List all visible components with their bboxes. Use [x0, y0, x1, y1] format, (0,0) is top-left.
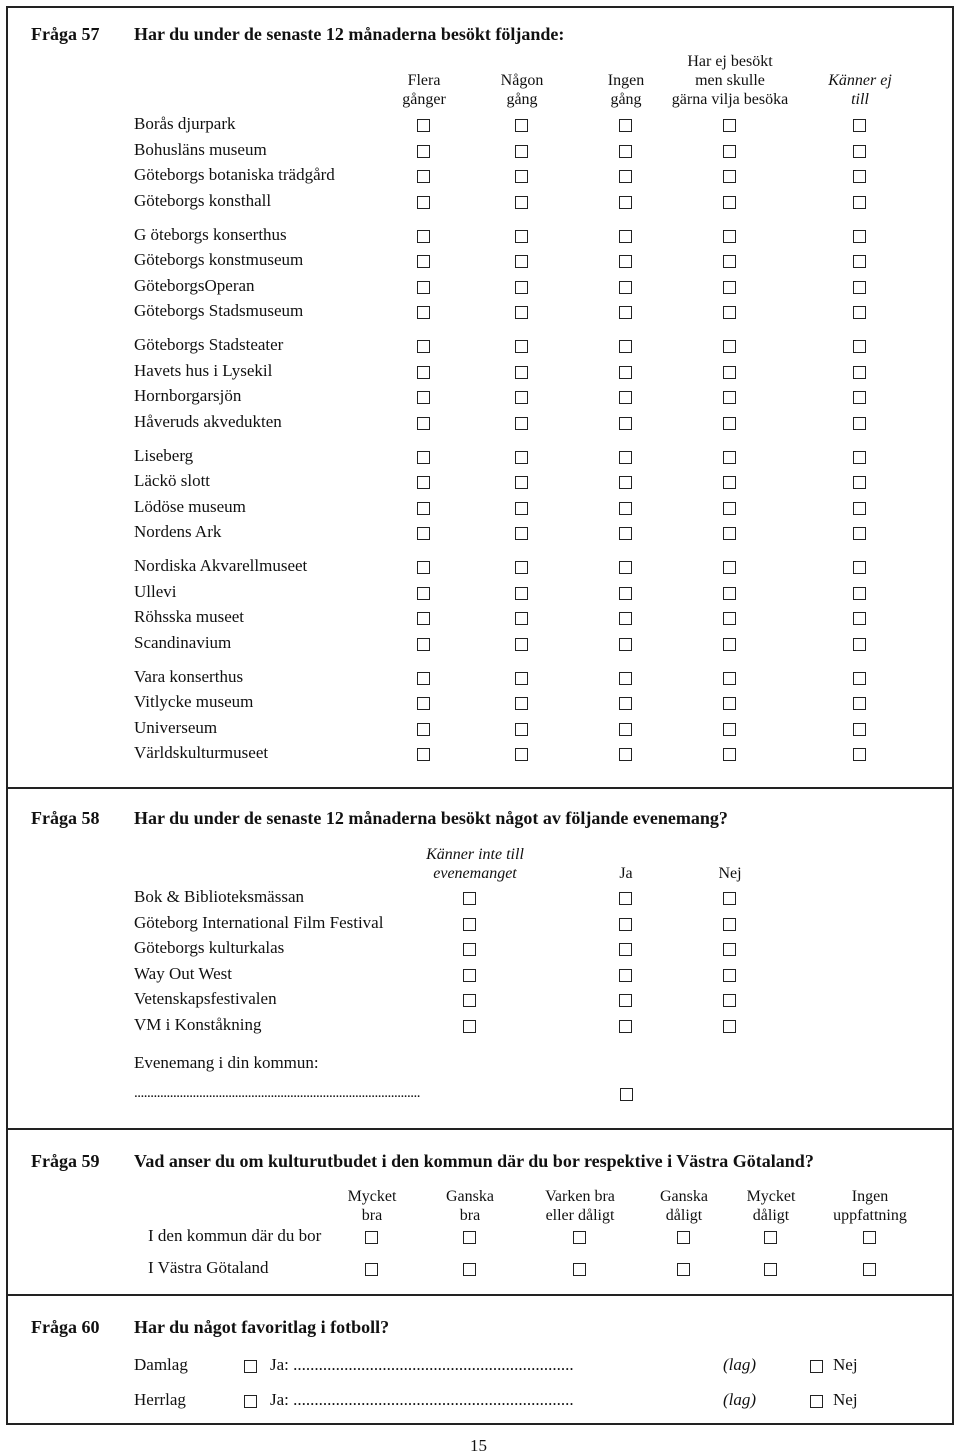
- checkbox[interactable]: [463, 994, 476, 1007]
- column-header: Någon gång: [500, 72, 544, 108]
- checkbox[interactable]: [619, 366, 632, 379]
- checkbox[interactable]: [853, 723, 866, 736]
- checkbox[interactable]: [417, 281, 430, 294]
- row-label: Läckö slott: [134, 471, 211, 490]
- row-label: Vetenskapsfestivalen: [134, 989, 277, 1009]
- checkbox[interactable]: [515, 306, 528, 319]
- checkbox[interactable]: [619, 306, 632, 319]
- column-header: Har ej besökt men skulle gärna vilja besöka: [671, 53, 789, 108]
- checkbox[interactable]: [619, 638, 632, 651]
- row-label: Damlag: [134, 1355, 188, 1374]
- checkbox[interactable]: [619, 697, 632, 710]
- no-label: Nej: [833, 1355, 858, 1374]
- checkbox[interactable]: [417, 672, 430, 685]
- column-header: Ganska dåligt: [660, 1188, 708, 1224]
- checkbox[interactable]: [417, 697, 430, 710]
- row-label: Röhsska museet: [134, 607, 245, 626]
- row-label: Göteborgs kulturkalas: [134, 938, 285, 958]
- checkbox[interactable]: [619, 451, 632, 464]
- column-header: Mycket bra: [347, 1188, 397, 1224]
- checkbox[interactable]: [417, 587, 430, 600]
- checkbox[interactable]: [853, 340, 866, 353]
- column-header: Känner ej till: [828, 72, 892, 108]
- checkbox[interactable]: [515, 502, 528, 515]
- question-text: Har du något favoritlag i fotboll?: [134, 1317, 390, 1337]
- divider: [6, 1294, 954, 1296]
- checkbox[interactable]: [723, 723, 736, 736]
- row-label: Hornborgarsjön: [134, 386, 242, 405]
- question-text: Har du under de senaste 12 månaderna besökt följande:: [134, 24, 565, 44]
- checkbox[interactable]: [723, 969, 736, 982]
- row-label: Bohusläns museum: [134, 139, 267, 159]
- checkbox[interactable]: [515, 723, 528, 736]
- checkbox[interactable]: [619, 969, 632, 982]
- row-label: Liseberg: [134, 445, 194, 465]
- checkbox[interactable]: [723, 145, 736, 158]
- checkbox[interactable]: [723, 306, 736, 319]
- checkbox[interactable]: [764, 1231, 777, 1244]
- column-header: Ingen gång: [607, 72, 645, 108]
- row-label: Göteborgs botaniska trädgård: [134, 165, 335, 184]
- checkbox[interactable]: [723, 366, 736, 379]
- checkbox[interactable]: [723, 672, 736, 685]
- checkbox[interactable]: [677, 1263, 690, 1276]
- question-text: Har du under de senaste 12 månaderna besökt något av följande evenemang?: [134, 808, 728, 828]
- checkbox[interactable]: [723, 697, 736, 710]
- checkbox[interactable]: [515, 170, 528, 183]
- checkbox[interactable]: [853, 281, 866, 294]
- checkbox[interactable]: [515, 638, 528, 651]
- checkbox[interactable]: [417, 196, 430, 209]
- checkbox[interactable]: [723, 119, 736, 132]
- checkbox[interactable]: [723, 196, 736, 209]
- checkbox[interactable]: [723, 340, 736, 353]
- column-header: Känner inte till evenemanget: [426, 846, 524, 882]
- row-label: Göteborgs Stadsmuseum: [134, 301, 304, 320]
- no-label: Nej: [833, 1390, 858, 1409]
- row-label: Världskulturmuseet: [134, 743, 269, 762]
- checkbox[interactable]: [619, 672, 632, 685]
- checkbox[interactable]: [515, 145, 528, 158]
- checkbox[interactable]: [853, 697, 866, 710]
- checkbox[interactable]: [417, 638, 430, 651]
- checkbox[interactable]: [853, 638, 866, 651]
- checkbox[interactable]: [723, 892, 736, 905]
- checkbox[interactable]: [619, 476, 632, 489]
- row-label: Göteborgs Stadsteater: [134, 335, 284, 354]
- checkbox[interactable]: [417, 230, 430, 243]
- question-text: Vad anser du om kulturutbudet i den kommun där du bor respektive i Västra Götaland?: [134, 1151, 814, 1171]
- column-header: Flera gånger: [402, 72, 446, 108]
- checkbox[interactable]: [723, 943, 736, 956]
- checkbox[interactable]: [853, 748, 866, 761]
- column-header: Nej: [718, 865, 742, 882]
- checkbox[interactable]: [417, 612, 430, 625]
- divider: [6, 1128, 954, 1130]
- checkbox[interactable]: [723, 748, 736, 761]
- checkbox[interactable]: [853, 145, 866, 158]
- question-number: Fråga 60: [31, 1317, 100, 1337]
- row-label: Scandinavium: [134, 632, 232, 652]
- checkbox[interactable]: [853, 417, 866, 430]
- checkbox[interactable]: [463, 918, 476, 931]
- checkbox[interactable]: [853, 451, 866, 464]
- checkbox[interactable]: [417, 451, 430, 464]
- checkbox[interactable]: [417, 748, 430, 761]
- row-label: Lödöse museum: [134, 496, 246, 516]
- checkbox[interactable]: [723, 994, 736, 1007]
- checkbox[interactable]: [417, 119, 430, 132]
- checkbox[interactable]: [853, 612, 866, 625]
- team-name-field[interactable]: Ja: ..................................................................: [270, 1355, 574, 1374]
- checkbox[interactable]: [515, 255, 528, 268]
- checkbox[interactable]: [619, 255, 632, 268]
- column-header: Ingen uppfattning: [833, 1188, 907, 1224]
- checkbox[interactable]: [723, 170, 736, 183]
- checkbox[interactable]: [723, 502, 736, 515]
- checkbox[interactable]: [853, 230, 866, 243]
- checkbox[interactable]: [515, 417, 528, 430]
- checkbox[interactable]: [853, 561, 866, 574]
- checkbox[interactable]: [619, 281, 632, 294]
- checkbox[interactable]: [417, 502, 430, 515]
- checkbox[interactable]: [515, 196, 528, 209]
- checkbox[interactable]: [723, 451, 736, 464]
- row-label: GöteborgsOperan: [134, 275, 255, 295]
- checkbox[interactable]: [723, 612, 736, 625]
- column-header: Mycket dåligt: [746, 1188, 796, 1224]
- checkbox[interactable]: [723, 587, 736, 600]
- checkbox[interactable]: [515, 366, 528, 379]
- row-label: Bok & Biblioteksmässan: [134, 887, 304, 906]
- row-label: VM i Konståkning: [134, 1015, 262, 1034]
- checkbox[interactable]: [853, 306, 866, 319]
- question-number: Fråga 57: [31, 24, 100, 44]
- checkbox[interactable]: [515, 697, 528, 710]
- checkbox[interactable]: [417, 255, 430, 268]
- checkbox[interactable]: [723, 476, 736, 489]
- checkbox[interactable]: [764, 1263, 777, 1276]
- row-label: Göteborgs konstmuseum: [134, 250, 304, 269]
- checkbox[interactable]: [463, 969, 476, 982]
- row-label: Håveruds akvedukten: [134, 411, 282, 431]
- column-header: Ja: [619, 865, 633, 882]
- checkbox[interactable]: [365, 1263, 378, 1276]
- checkbox[interactable]: [619, 196, 632, 209]
- checkbox[interactable]: [619, 230, 632, 243]
- checkbox[interactable]: [417, 340, 430, 353]
- checkbox[interactable]: [515, 587, 528, 600]
- checkbox[interactable]: [853, 476, 866, 489]
- checkbox[interactable]: [723, 255, 736, 268]
- checkbox[interactable]: [463, 892, 476, 905]
- own-event-label: Evenemang i din kommun:: [134, 1053, 319, 1072]
- row-label: Ullevi: [134, 581, 177, 601]
- checkbox[interactable]: [619, 145, 632, 158]
- checkbox[interactable]: [515, 476, 528, 489]
- row-label: I den kommun där du bor: [148, 1226, 322, 1245]
- checkbox[interactable]: [515, 451, 528, 464]
- checkbox[interactable]: [515, 230, 528, 243]
- checkbox[interactable]: [853, 255, 866, 268]
- checkbox[interactable]: [810, 1395, 823, 1408]
- checkbox[interactable]: [417, 366, 430, 379]
- checkbox[interactable]: [853, 527, 866, 540]
- row-label: Borås djurpark: [134, 114, 236, 133]
- row-label: Nordens Ark: [134, 522, 222, 541]
- checkbox[interactable]: [723, 561, 736, 574]
- checkbox[interactable]: [244, 1360, 257, 1373]
- row-label: I Västra Götaland: [148, 1258, 269, 1277]
- checkbox[interactable]: [417, 561, 430, 574]
- row-label: Universeum: [134, 717, 218, 737]
- checkbox[interactable]: [619, 918, 632, 931]
- checkbox[interactable]: [619, 417, 632, 430]
- checkbox[interactable]: [723, 918, 736, 931]
- team-name-field[interactable]: Ja: ..................................................................: [270, 1390, 574, 1409]
- checkbox[interactable]: [573, 1263, 586, 1276]
- question-number: Fråga 59: [31, 1151, 100, 1171]
- row-label: Herrlag: [134, 1390, 186, 1409]
- checkbox[interactable]: [515, 119, 528, 132]
- column-header: Ganska bra: [446, 1188, 494, 1224]
- checkbox[interactable]: [619, 943, 632, 956]
- row-label: Göteborg International Film Festival: [134, 912, 384, 932]
- checkbox[interactable]: [463, 1263, 476, 1276]
- checkbox[interactable]: [417, 145, 430, 158]
- team-hint: (lag): [723, 1355, 757, 1374]
- question-number: Fråga 58: [31, 808, 100, 828]
- checkbox[interactable]: [853, 587, 866, 600]
- checkbox[interactable]: [463, 1231, 476, 1244]
- row-label: Nordiska Akvarellmuseet: [134, 556, 308, 575]
- checkbox[interactable]: [417, 723, 430, 736]
- page-number: 15: [470, 1436, 487, 1455]
- checkbox[interactable]: [853, 366, 866, 379]
- checkbox[interactable]: [619, 391, 632, 404]
- checkbox[interactable]: [417, 527, 430, 540]
- checkbox[interactable]: [810, 1360, 823, 1373]
- own-event-field[interactable]: ........................................................................................: [134, 1085, 420, 1101]
- checkbox[interactable]: [619, 561, 632, 574]
- checkbox[interactable]: [515, 561, 528, 574]
- checkbox[interactable]: [515, 612, 528, 625]
- checkbox[interactable]: [619, 1020, 632, 1033]
- checkbox[interactable]: [417, 476, 430, 489]
- checkbox[interactable]: [619, 892, 632, 905]
- checkbox[interactable]: [244, 1395, 257, 1408]
- checkbox[interactable]: [463, 1020, 476, 1033]
- checkbox[interactable]: [619, 587, 632, 600]
- checkbox[interactable]: [723, 1020, 736, 1033]
- checkbox[interactable]: [853, 196, 866, 209]
- checkbox[interactable]: [619, 502, 632, 515]
- checkbox[interactable]: [723, 527, 736, 540]
- checkbox[interactable]: [417, 170, 430, 183]
- column-header: Varken bra eller dåligt: [545, 1188, 615, 1224]
- checkbox[interactable]: [573, 1231, 586, 1244]
- checkbox[interactable]: [619, 527, 632, 540]
- checkbox[interactable]: [863, 1231, 876, 1244]
- checkbox[interactable]: [515, 527, 528, 540]
- row-label: Göteborgs konsthall: [134, 190, 272, 210]
- checkbox[interactable]: [515, 672, 528, 685]
- checkbox[interactable]: [619, 612, 632, 625]
- checkbox[interactable]: [853, 170, 866, 183]
- row-label: Havets hus i Lysekil: [134, 360, 273, 380]
- row-label: Vara konserthus: [134, 666, 244, 686]
- row-label: Way Out West: [134, 963, 232, 983]
- checkbox[interactable]: [853, 502, 866, 515]
- checkbox[interactable]: [723, 230, 736, 243]
- checkbox[interactable]: [723, 638, 736, 651]
- checkbox[interactable]: [515, 340, 528, 353]
- checkbox[interactable]: [619, 119, 632, 132]
- team-hint: (lag): [723, 1390, 757, 1409]
- checkbox[interactable]: [463, 943, 476, 956]
- checkbox[interactable]: [620, 1088, 633, 1101]
- checkbox[interactable]: [863, 1263, 876, 1276]
- checkbox[interactable]: [723, 281, 736, 294]
- checkbox[interactable]: [723, 417, 736, 430]
- checkbox[interactable]: [619, 170, 632, 183]
- checkbox[interactable]: [417, 306, 430, 319]
- checkbox[interactable]: [515, 391, 528, 404]
- row-label: G öteborgs konserthus: [134, 224, 287, 244]
- checkbox[interactable]: [723, 391, 736, 404]
- checkbox[interactable]: [853, 672, 866, 685]
- checkbox[interactable]: [619, 723, 632, 736]
- checkbox[interactable]: [853, 391, 866, 404]
- checkbox[interactable]: [619, 748, 632, 761]
- checkbox[interactable]: [417, 391, 430, 404]
- checkbox[interactable]: [515, 281, 528, 294]
- row-label: Vitlycke museum: [134, 692, 254, 711]
- checkbox[interactable]: [417, 417, 430, 430]
- checkbox[interactable]: [677, 1231, 690, 1244]
- divider: [6, 787, 954, 789]
- checkbox[interactable]: [365, 1231, 378, 1244]
- checkbox[interactable]: [619, 340, 632, 353]
- checkbox[interactable]: [853, 119, 866, 132]
- checkbox[interactable]: [619, 994, 632, 1007]
- checkbox[interactable]: [515, 748, 528, 761]
